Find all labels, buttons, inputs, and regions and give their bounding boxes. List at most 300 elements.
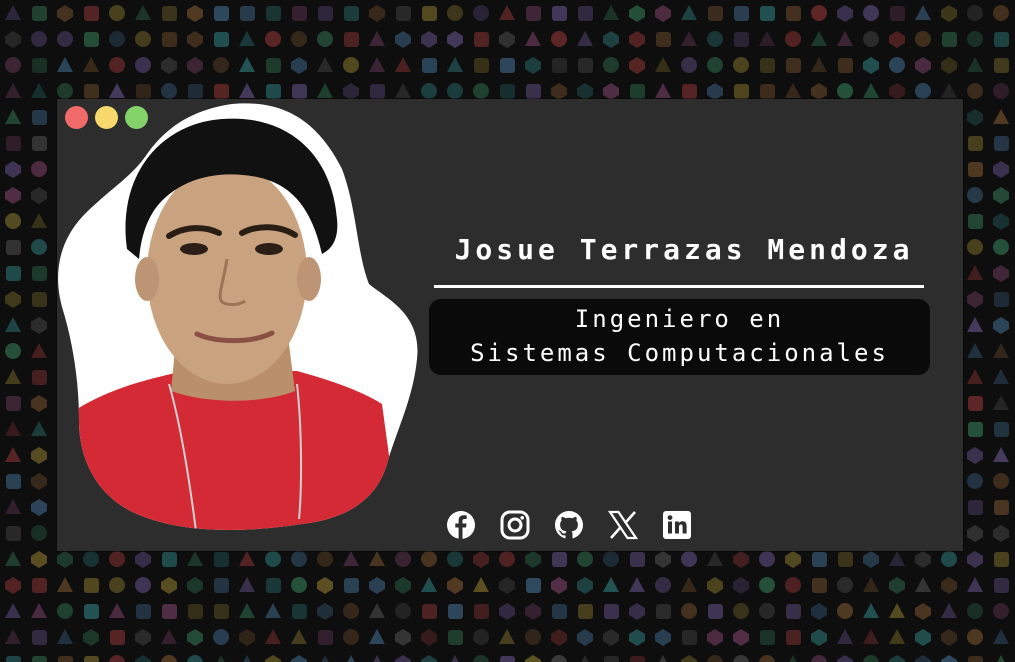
instagram-icon[interactable] <box>499 509 531 541</box>
tech-logo-icon <box>578 604 593 619</box>
tech-logo-icon <box>31 31 47 47</box>
tech-logo-icon <box>31 161 47 177</box>
tech-logo-icon <box>993 83 1009 99</box>
tech-logo-icon <box>967 629 983 645</box>
tech-logo-icon <box>395 57 411 72</box>
tech-logo-icon <box>214 604 229 619</box>
tech-logo-icon <box>837 629 853 644</box>
tech-logo-icon <box>889 551 905 566</box>
tech-logo-icon <box>499 629 515 644</box>
tech-logo-icon <box>993 447 1009 462</box>
tech-logo-icon <box>83 57 99 72</box>
tech-logo-icon <box>500 84 515 99</box>
tech-logo-icon <box>395 577 411 594</box>
tech-logo-icon <box>785 83 801 98</box>
tech-logo-icon <box>707 83 723 100</box>
tech-logo-icon <box>266 6 281 21</box>
tech-logo-icon <box>968 162 983 177</box>
tech-logo-icon <box>526 578 541 593</box>
tech-logo-icon <box>31 83 47 98</box>
tech-logo-icon <box>577 551 593 567</box>
tech-logo-icon <box>448 630 463 645</box>
tech-logo-icon <box>733 551 749 568</box>
tech-logo-icon <box>707 57 723 73</box>
tech-logo-icon <box>5 5 21 20</box>
tech-logo-icon <box>32 292 47 307</box>
role-line-2: Sistemas Computacionales <box>470 339 889 367</box>
tech-logo-icon <box>681 577 697 592</box>
tech-logo-icon <box>187 577 203 594</box>
tech-logo-icon <box>136 604 151 619</box>
tech-logo-icon <box>967 187 983 203</box>
tech-logo-icon <box>525 603 541 620</box>
tech-logo-icon <box>681 551 697 567</box>
tech-logo-icon <box>785 31 801 47</box>
tech-logo-icon <box>239 603 255 618</box>
tech-logo-icon <box>474 604 489 619</box>
tech-logo-icon <box>395 83 411 98</box>
tech-logo-icon <box>578 6 593 21</box>
tech-logo-icon <box>395 629 411 646</box>
tech-logo-icon <box>447 57 463 72</box>
tech-logo-icon <box>395 655 411 662</box>
tech-logo-icon <box>31 499 47 516</box>
tech-logo-icon <box>473 577 489 592</box>
tech-logo-icon <box>993 629 1009 644</box>
tech-logo-icon <box>655 655 671 662</box>
tech-logo-icon <box>941 551 957 567</box>
tech-logo-icon <box>759 551 775 567</box>
tech-logo-icon <box>552 6 567 21</box>
tech-logo-icon <box>5 83 21 98</box>
tech-logo-icon <box>993 239 1009 255</box>
tech-logo-icon <box>84 604 99 619</box>
tech-logo-icon <box>838 552 853 567</box>
tech-logo-icon <box>863 577 879 592</box>
tech-logo-icon <box>31 239 47 255</box>
tech-logo-icon <box>214 32 229 47</box>
tech-logo-icon <box>941 57 957 74</box>
tech-logo-icon <box>6 474 21 489</box>
tech-logo-icon <box>266 578 281 593</box>
name-underline-divider <box>434 285 924 288</box>
tech-logo-icon <box>31 447 47 464</box>
tech-logo-icon <box>239 629 255 646</box>
tech-logo-icon <box>395 551 411 567</box>
tech-logo-icon <box>474 58 489 73</box>
tech-logo-icon <box>889 577 905 594</box>
tech-logo-icon <box>422 604 437 619</box>
tech-logo-icon <box>369 655 385 662</box>
facebook-icon[interactable] <box>445 509 477 541</box>
tech-logo-icon <box>5 421 21 436</box>
tech-logo-icon <box>343 551 359 566</box>
tech-logo-icon <box>214 578 229 593</box>
tech-logo-icon <box>890 6 905 21</box>
tech-logo-icon <box>968 500 983 515</box>
tech-logo-icon <box>5 213 21 229</box>
tech-logo-icon <box>187 655 203 662</box>
tech-logo-icon <box>993 655 1009 662</box>
tech-logo-icon <box>344 32 359 47</box>
tech-logo-icon <box>734 6 749 21</box>
tech-logo-icon <box>941 83 957 98</box>
tech-logo-icon <box>421 577 437 592</box>
tech-logo-icon <box>239 551 255 566</box>
tech-logo-icon <box>396 6 411 21</box>
tech-logo-icon <box>733 655 749 662</box>
tech-logo-icon <box>577 83 593 100</box>
tech-logo-icon <box>422 58 437 73</box>
tech-logo-icon <box>993 395 1009 410</box>
tech-logo-icon <box>109 655 125 662</box>
tech-logo-icon <box>603 629 619 646</box>
tech-logo-icon <box>994 552 1009 567</box>
tech-logo-icon <box>863 551 879 568</box>
tech-logo-icon <box>603 57 619 73</box>
tech-logo-icon <box>32 110 47 125</box>
tech-logo-icon <box>239 31 255 46</box>
tech-logo-icon <box>681 655 697 662</box>
tech-logo-icon <box>551 577 567 594</box>
tech-logo-icon <box>838 58 853 73</box>
tech-logo-icon <box>109 57 125 73</box>
tech-logo-icon <box>837 577 853 593</box>
tech-logo-icon <box>31 473 47 490</box>
tech-logo-icon <box>317 57 333 72</box>
tech-logo-icon <box>135 31 151 47</box>
tech-logo-icon <box>395 603 411 619</box>
tech-logo-icon <box>629 5 645 22</box>
tech-logo-icon <box>759 603 775 619</box>
tech-logo-icon <box>188 84 203 99</box>
tech-logo-icon <box>682 84 697 99</box>
tech-logo-icon <box>577 629 593 646</box>
tech-logo-icon <box>993 369 1009 384</box>
tech-logo-icon <box>318 6 333 21</box>
tech-logo-icon <box>994 136 1009 151</box>
tech-logo-icon <box>889 603 905 618</box>
tech-logo-icon <box>162 6 177 21</box>
tech-logo-icon <box>707 577 723 594</box>
tech-logo-icon <box>318 630 333 645</box>
tech-logo-icon <box>473 83 489 99</box>
tech-logo-icon <box>525 551 541 568</box>
tech-logo-icon <box>604 656 619 662</box>
tech-logo-icon <box>161 629 177 644</box>
tech-logo-icon <box>448 604 463 619</box>
tech-logo-icon <box>32 266 47 281</box>
tech-logo-icon <box>811 57 827 72</box>
tech-logo-icon <box>630 656 645 662</box>
tech-logo-icon <box>708 6 723 21</box>
tech-logo-icon <box>734 32 749 47</box>
tech-logo-icon <box>161 655 177 662</box>
tech-logo-icon <box>967 5 983 21</box>
tech-logo-icon <box>5 629 21 644</box>
tech-logo-icon <box>993 161 1009 178</box>
tech-logo-icon <box>369 57 385 72</box>
tech-logo-icon <box>239 57 255 72</box>
tech-logo-icon <box>32 630 47 645</box>
tech-logo-icon <box>941 629 957 646</box>
tech-logo-icon <box>578 58 593 73</box>
tech-logo-icon <box>32 578 47 593</box>
tech-logo-icon <box>681 57 697 73</box>
tech-logo-icon <box>760 630 775 645</box>
tech-logo-icon <box>369 31 385 46</box>
tech-logo-icon <box>291 57 307 74</box>
tech-logo-icon <box>369 603 385 618</box>
tech-logo-icon <box>135 629 151 646</box>
tech-logo-icon <box>31 343 47 358</box>
tech-logo-icon <box>655 57 671 72</box>
tech-logo-icon <box>474 32 489 47</box>
tech-logo-icon <box>682 630 697 645</box>
tech-logo-icon <box>109 551 125 567</box>
tech-logo-icon <box>655 577 671 593</box>
social-links <box>445 509 693 541</box>
tech-logo-icon <box>577 655 593 662</box>
tech-logo-icon <box>760 6 775 21</box>
tech-logo-icon <box>994 292 1009 307</box>
tech-logo-icon <box>915 603 931 620</box>
tech-logo-icon <box>317 83 333 98</box>
tech-logo-icon <box>5 551 21 566</box>
linkedin-icon[interactable] <box>661 509 693 541</box>
tech-logo-icon <box>811 629 827 646</box>
tech-logo-icon <box>889 57 905 73</box>
tech-logo-icon <box>630 84 645 99</box>
tech-logo-icon <box>812 578 827 593</box>
tech-logo-icon <box>291 577 307 593</box>
tech-logo-icon <box>526 84 541 99</box>
tech-logo-icon <box>343 629 359 645</box>
tech-logo-icon <box>135 577 151 593</box>
tech-logo-icon <box>863 655 879 662</box>
tech-logo-icon <box>500 656 515 662</box>
tech-logo-icon <box>707 31 723 47</box>
tech-logo-icon <box>526 6 541 21</box>
tech-logo-icon <box>5 447 21 462</box>
tech-logo-icon <box>266 58 281 73</box>
tech-logo-icon <box>343 655 359 662</box>
tech-logo-icon <box>629 57 645 74</box>
tech-logo-icon <box>421 31 437 48</box>
tech-logo-icon <box>863 83 879 98</box>
tech-logo-icon <box>889 31 905 48</box>
tech-logo-icon <box>109 31 125 47</box>
tech-logo-icon <box>499 551 515 567</box>
tech-logo-icon <box>915 655 931 662</box>
tech-logo-icon <box>6 136 21 151</box>
tech-logo-icon <box>603 551 619 567</box>
tech-logo-icon <box>915 83 931 99</box>
tech-logo-icon <box>317 603 333 620</box>
tech-logo-icon <box>447 551 463 567</box>
tech-logo-icon <box>162 552 177 567</box>
tech-logo-icon <box>603 577 619 592</box>
tech-logo-icon <box>369 551 385 566</box>
tech-logo-icon <box>655 629 671 646</box>
tech-logo-icon <box>57 5 73 22</box>
tech-logo-icon <box>343 603 359 619</box>
tech-logo-icon <box>967 291 983 308</box>
tech-logo-icon <box>5 499 21 514</box>
tech-logo-icon <box>603 31 619 48</box>
tech-logo-icon <box>5 577 21 594</box>
tech-logo-icon <box>162 604 177 619</box>
tech-logo-icon <box>967 83 983 99</box>
tech-logo-icon <box>292 604 307 619</box>
tech-logo-icon <box>31 551 47 568</box>
tech-logo-icon <box>57 577 73 592</box>
tech-logo-icon <box>291 31 307 47</box>
tech-logo-icon <box>655 83 671 98</box>
tech-logo-icon <box>5 369 21 384</box>
tech-logo-icon <box>161 57 177 74</box>
tech-logo-icon <box>967 603 983 619</box>
tech-logo-icon <box>967 57 983 72</box>
tech-logo-icon <box>473 655 489 662</box>
tech-logo-icon <box>629 31 645 48</box>
tech-logo-icon <box>785 577 801 593</box>
tech-logo-icon <box>656 604 671 619</box>
tech-logo-icon <box>473 5 489 21</box>
tech-logo-icon <box>941 577 957 594</box>
tech-logo-icon <box>370 84 385 99</box>
tech-logo-icon <box>603 83 619 100</box>
tech-logo-icon <box>317 31 333 47</box>
tech-logo-icon <box>993 317 1009 334</box>
tech-logo-icon <box>993 213 1009 230</box>
tech-logo-icon <box>214 6 229 21</box>
tech-logo-icon <box>109 603 125 618</box>
tech-logo-icon <box>499 603 515 620</box>
tech-logo-icon <box>733 577 749 594</box>
tech-logo-icon <box>265 551 281 567</box>
tech-logo-icon <box>5 31 21 48</box>
tech-logo-icon <box>967 369 983 384</box>
tech-logo-icon <box>31 603 47 618</box>
tech-logo-icon <box>5 187 21 204</box>
tech-logo-icon <box>733 629 749 646</box>
tech-logo-icon <box>968 396 983 411</box>
tech-logo-icon <box>760 84 775 99</box>
tech-logo-icon <box>629 629 645 646</box>
tech-logo-icon <box>577 577 593 594</box>
tech-logo-icon <box>109 83 125 98</box>
tech-logo-icon <box>343 57 359 73</box>
tech-logo-icon <box>135 57 151 73</box>
portrait-face <box>147 164 307 384</box>
tech-logo-icon <box>525 57 541 74</box>
tech-logo-icon <box>941 655 957 662</box>
tech-logo-icon <box>187 629 203 646</box>
tech-logo-icon <box>109 577 125 593</box>
tech-logo-icon <box>135 655 151 662</box>
tech-logo-icon <box>915 31 931 47</box>
tech-logo-icon <box>369 577 385 594</box>
tech-logo-icon <box>551 629 567 646</box>
tech-logo-icon <box>968 214 983 229</box>
tech-logo-icon <box>994 58 1009 73</box>
tech-logo-icon <box>941 603 957 618</box>
tech-logo-icon <box>136 84 151 99</box>
tech-logo-icon <box>759 577 775 593</box>
github-icon[interactable] <box>553 509 585 541</box>
tech-logo-icon <box>58 656 73 662</box>
tech-logo-icon <box>5 57 21 73</box>
tech-logo-icon <box>447 31 463 48</box>
tech-logo-icon <box>967 109 983 126</box>
tech-logo-icon <box>84 84 99 99</box>
tech-logo-icon <box>239 655 255 662</box>
tech-logo-icon <box>785 551 801 568</box>
tech-logo-icon <box>811 655 827 662</box>
tech-logo-icon <box>733 57 749 73</box>
tech-logo-icon <box>707 655 723 662</box>
tech-logo-icon <box>967 31 983 47</box>
tech-logo-icon <box>552 552 567 567</box>
tech-logo-icon <box>656 32 671 47</box>
profile-role-box <box>429 299 930 375</box>
tech-logo-icon <box>525 629 541 645</box>
tech-logo-icon <box>630 552 645 567</box>
tech-logo-icon <box>5 291 21 308</box>
tech-logo-icon <box>811 31 827 46</box>
tech-logo-icon <box>786 630 801 645</box>
tech-logo-icon <box>863 31 879 47</box>
tech-logo-icon <box>681 5 697 20</box>
tech-logo-icon <box>499 577 515 594</box>
tech-logo-icon <box>240 6 255 21</box>
tech-logo-icon <box>110 630 125 645</box>
tech-logo-icon <box>84 656 99 662</box>
tech-logo-icon <box>785 655 801 662</box>
tech-logo-icon <box>265 603 281 618</box>
tech-logo-icon <box>188 604 203 619</box>
tech-logo-icon <box>239 577 255 592</box>
tech-logo-icon <box>551 83 567 100</box>
x-twitter-icon[interactable] <box>607 509 639 541</box>
tech-logo-icon <box>604 604 619 619</box>
tech-logo-icon <box>369 629 385 644</box>
tech-logo-icon <box>32 58 47 73</box>
tech-logo-icon <box>655 5 671 22</box>
tech-logo-icon <box>84 578 99 593</box>
profile-name: Josue Terrazas Mendoza <box>454 233 914 266</box>
tech-logo-icon <box>5 317 21 332</box>
tech-logo-icon <box>265 655 281 662</box>
tech-logo-icon <box>31 421 47 436</box>
profile-card-window <box>57 99 963 551</box>
tech-logo-icon <box>57 83 73 99</box>
tech-logo-icon <box>811 83 827 100</box>
tech-logo-icon <box>32 136 47 151</box>
tech-logo-icon <box>525 655 541 662</box>
tech-logo-icon <box>681 603 697 619</box>
tech-logo-icon <box>473 551 489 568</box>
tech-logo-icon <box>214 84 229 99</box>
tech-logo-icon <box>291 551 307 567</box>
tech-logo-icon <box>344 578 359 593</box>
tech-logo-icon <box>968 422 983 437</box>
tech-logo-icon <box>317 577 333 594</box>
tech-logo-icon <box>967 265 983 280</box>
tech-logo-icon <box>84 6 99 21</box>
tech-logo-icon <box>551 31 567 47</box>
